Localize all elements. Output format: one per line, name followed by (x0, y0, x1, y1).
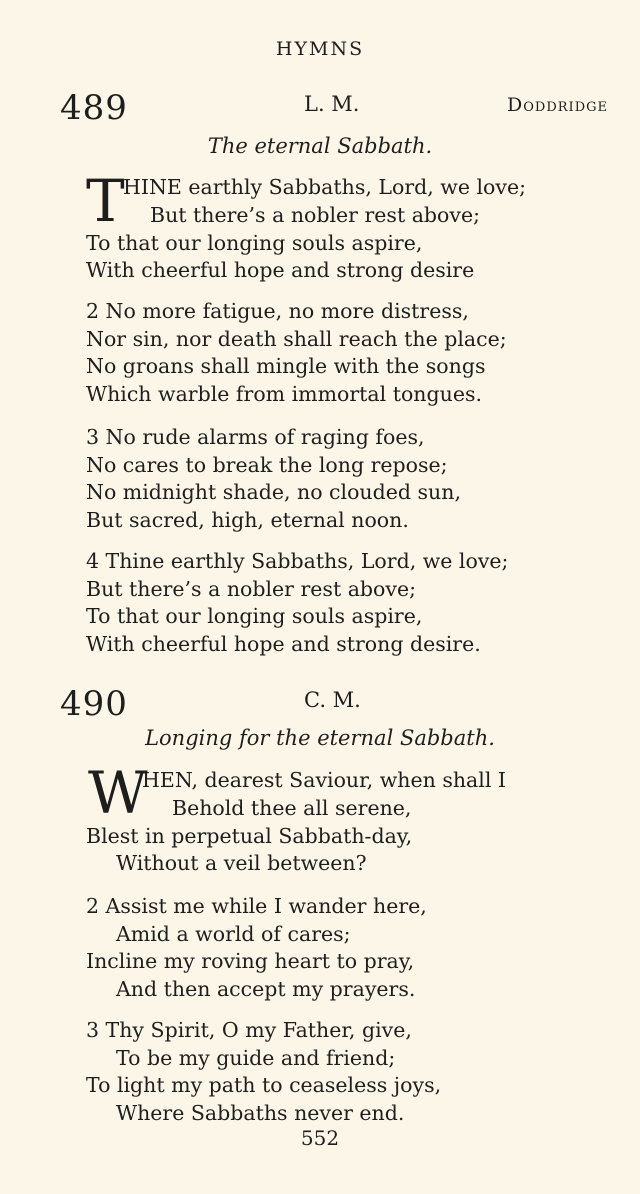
verse-line: No cares to break the long repose; (86, 452, 448, 477)
hymn-489-header (0, 88, 640, 128)
drop-cap: T (86, 167, 125, 235)
verse-line: Incline my roving heart to pray, (86, 949, 415, 973)
stanza-4 (86, 548, 508, 658)
verse-line: And then accept my prayers. (116, 976, 416, 1001)
first-line: HEN, dearest Saviour, when shall I (142, 768, 506, 792)
stanza-2 (86, 298, 507, 408)
verse-line: With cheerful hope and strong desire. (86, 631, 481, 656)
stanza-3 (86, 424, 461, 534)
running-head: HYMNS (275, 38, 365, 60)
verse-line: Where Sabbaths never end. (116, 1100, 405, 1125)
page-number: 552 (300, 1126, 340, 1150)
verse-line: But sacred, high, eternal noon. (86, 507, 409, 532)
hymn-490-header (0, 684, 640, 724)
stanza-3 (86, 1017, 441, 1127)
verse-line: 2 No more fatigue, no more distress, (86, 299, 469, 323)
verse-line: 2 Assist me while I wander here, (86, 894, 427, 918)
hymn-number: 489 (60, 88, 128, 128)
stanza-2 (86, 893, 427, 1003)
verse-line: With cheerful hope and strong desire (86, 258, 475, 282)
first-line: HINE earthly Sabbaths, Lord, we love; (123, 175, 526, 199)
hymn-author: Doddridge (507, 94, 608, 116)
hymn-number: 490 (60, 684, 128, 724)
verse-line: No midnight shade, no clouded sun, (86, 480, 461, 504)
verse-line: Blest in perpetual Sabbath-day, (86, 823, 413, 848)
verse-line: 3 No rude alarms of raging foes, (86, 425, 425, 449)
stanza-1 (86, 795, 412, 878)
verse-line: Without a veil between? (116, 851, 367, 875)
verse-line: Behold thee all serene, (172, 796, 412, 820)
verse-line: Which warble from immortal tongues. (86, 381, 482, 406)
verse-line: Nor sin, nor death shall reach the place; (86, 326, 507, 351)
stanza-1 (86, 202, 480, 285)
verse-line: To light my path to ceaseless joys, (86, 1073, 442, 1097)
drop-cap: W (88, 759, 148, 827)
hymn-meter: C. M. (304, 688, 361, 712)
verse-line: But there’s a nobler rest above; (86, 576, 417, 601)
hymn-subtitle: Longing for the eternal Sabbath. (145, 726, 495, 750)
verse-line: To that our longing souls aspire, (86, 230, 423, 255)
verse-line: To be my guide and friend; (116, 1045, 396, 1070)
verse-line: To that our longing souls aspire, (86, 604, 423, 628)
hymn-subtitle: The eternal Sabbath. (207, 134, 433, 158)
verse-line: No groans shall mingle with the songs (86, 354, 486, 378)
verse-line: Amid a world of cares; (116, 921, 351, 946)
verse-line: 3 Thy Spirit, O my Father, give, (86, 1018, 412, 1042)
verse-line: But there’s a nobler rest above; (150, 203, 481, 227)
hymn-meter: L. M. (304, 92, 360, 116)
verse-line: 4 Thine earthly Sabbaths, Lord, we love; (86, 549, 509, 573)
